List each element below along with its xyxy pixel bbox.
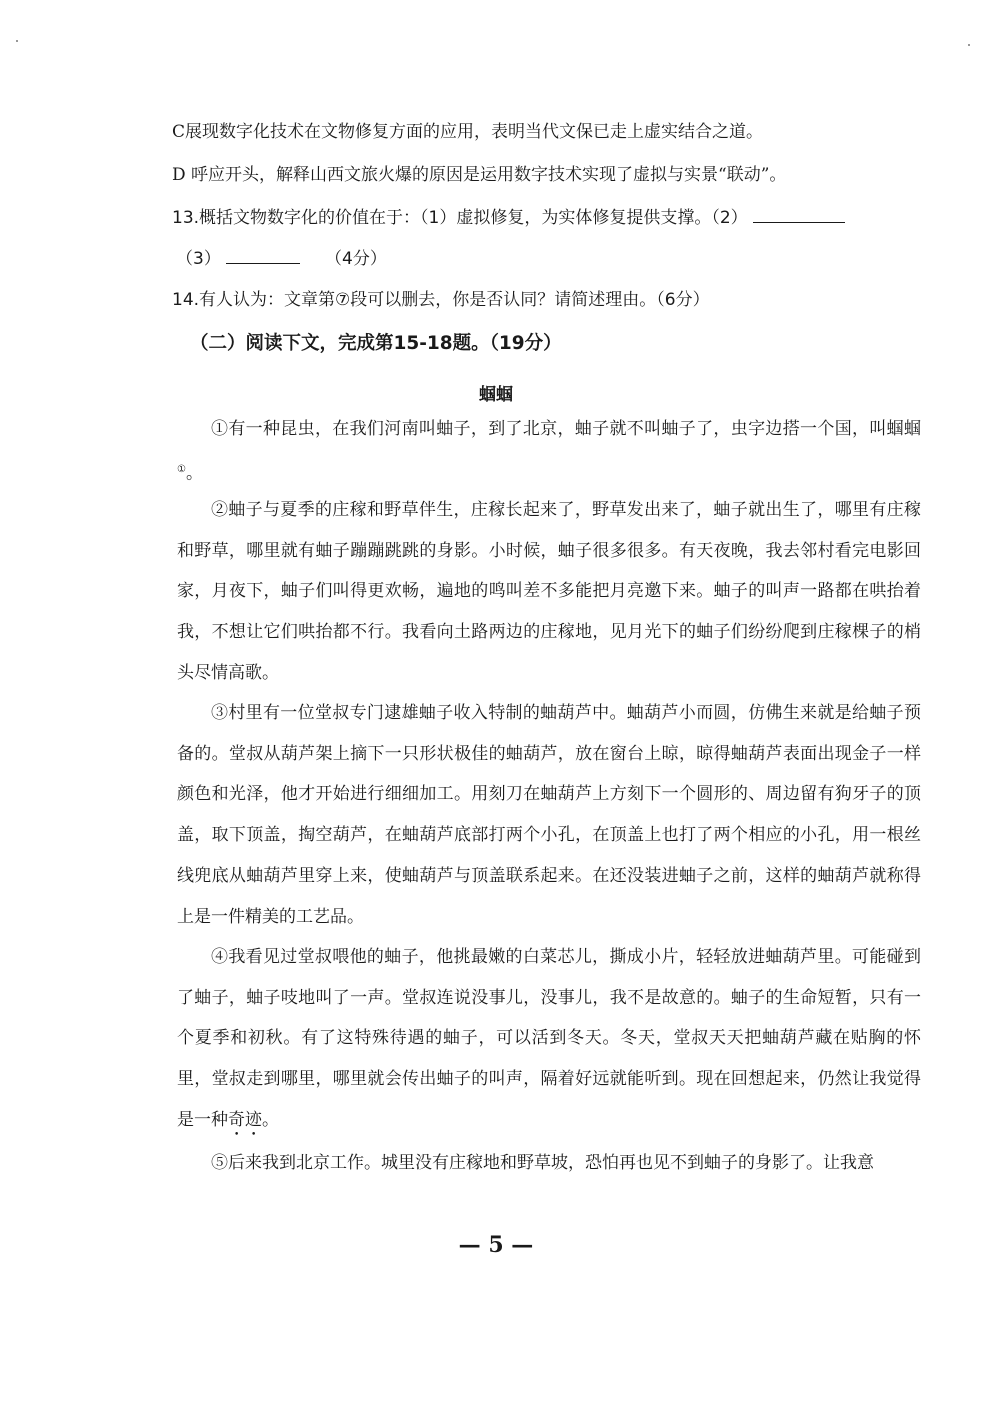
question-13: [172, 203, 845, 228]
paragraph-1: [177, 409, 921, 494]
footnote-marker: ①: [177, 463, 186, 475]
paragraph-4: [177, 937, 921, 1141]
answer-blank-2[interactable]: [753, 208, 845, 223]
paragraph-3: [177, 693, 921, 937]
section-heading: （二）阅读下文，完成第15-18题。（19分）: [190, 333, 562, 354]
paragraph-4-end: 。: [262, 1109, 279, 1130]
page-number: — 5 —: [458, 1232, 534, 1258]
question-13-item3-label: （3）: [176, 249, 221, 269]
question-13-continued: [176, 244, 387, 269]
paragraph-1-text: ①有一种昆虫，在我们河南叫蚰子，到了北京，蚰子就不叫蚰子了，虫字边搭一个国，叫蝈蝈: [211, 419, 921, 439]
paragraph-5-text: ⑤后来我到北京工作。城里没有庄稼地和野草坡，恐怕再也见不到蚰子的身影了。让我意: [211, 1153, 874, 1173]
answer-blank-3[interactable]: [226, 249, 300, 264]
question-14: 14.有人认为：文章第⑦段可以删去，你是否认同？请简述理由。（6分）: [172, 290, 710, 310]
paragraph-2: [177, 490, 921, 694]
paragraph-1-end: 。: [185, 463, 203, 484]
paragraph-4-text: ④我看见过堂叔喂他的蚰子，他挑最嫩的白菜芯儿，撕成小片，轻轻放进蚰葫芦里。可能碰到了蚰子，蚰子吱地叫了一声。堂叔连说没事儿，没事儿，我不是故意的。蚰子的生命短暂，只有一个夏季和初秋。有了这特殊待遇的蚰子，可以活到冬天。冬天，堂叔天天把蚰葫芦藏在贴胸的怀里，堂叔走到哪里，哪里就会传出蚰子的叫声，隔着好远就能听到。现在回想起来，仍然让我觉得是一种: [177, 947, 921, 1130]
question-13-text: 13.概括文物数字化的价值在于：（1）虚拟修复，为实体修复提供支撑。（2）: [172, 208, 748, 228]
paragraph-3-text: ③村里有一位堂叔专门逮雄蚰子收入特制的蚰葫芦中。蚰葫芦小而圆，仿佛生来就是给蚰子预备的。堂叔从葫芦架上摘下一只形状极佳的蚰葫芦，放在窗台上晾，晾得蚰葫芦表面出现金子一样颜色和光泽，他才开始进行细细加工。用刻刀在蚰葫芦上方刻下一个圆形的、周边留有狗牙子的顶盖，取下顶盖，掏空葫芦，在蚰葫芦底部打两个小孔，在顶盖上也打了两个相应的小孔，用一根丝线兜底从蚰葫芦里穿上来，使蚰葫芦与顶盖联系起来。在还没装进蚰子之前，这样的蚰葫芦就称得上是一件精美的工艺品。: [177, 703, 921, 927]
option-c: C展现数字化技术在文物修复方面的应用，表明当代文保已走上虚实结合之道。: [172, 122, 764, 142]
paragraph-2-text: ②蚰子与夏季的庄稼和野草伴生，庄稼长起来了，野草发出来了，蚰子就出生了，哪里有庄稼和野草，哪里就有蚰子蹦蹦跳跳的身影。小时候，蚰子很多很多。有天夜晚，我去邻村看完电影回家，月夜下，蚰子们叫得更欢畅，遍地的鸣叫差不多能把月亮邀下来。蚰子的叫声一路都在哄抬着我，不想让它们哄抬都不行。我看向土路两边的庄稼地，见月光下的蚰子们纷纷爬到庄稼棵子的梢头尽情高歌。: [177, 500, 921, 683]
option-d: D 呼应开头，解释山西文旅火爆的原因是运用数字技术实现了虚拟与实景“联动”。: [172, 165, 787, 185]
question-13-score: （4分）: [325, 249, 387, 269]
emphasized-word: 奇迹: [228, 1109, 262, 1130]
scan-speck: [16, 40, 18, 42]
paragraph-5: [177, 1143, 921, 1184]
article-title: 蝈蝈: [479, 385, 513, 405]
scan-speck: [968, 44, 970, 46]
